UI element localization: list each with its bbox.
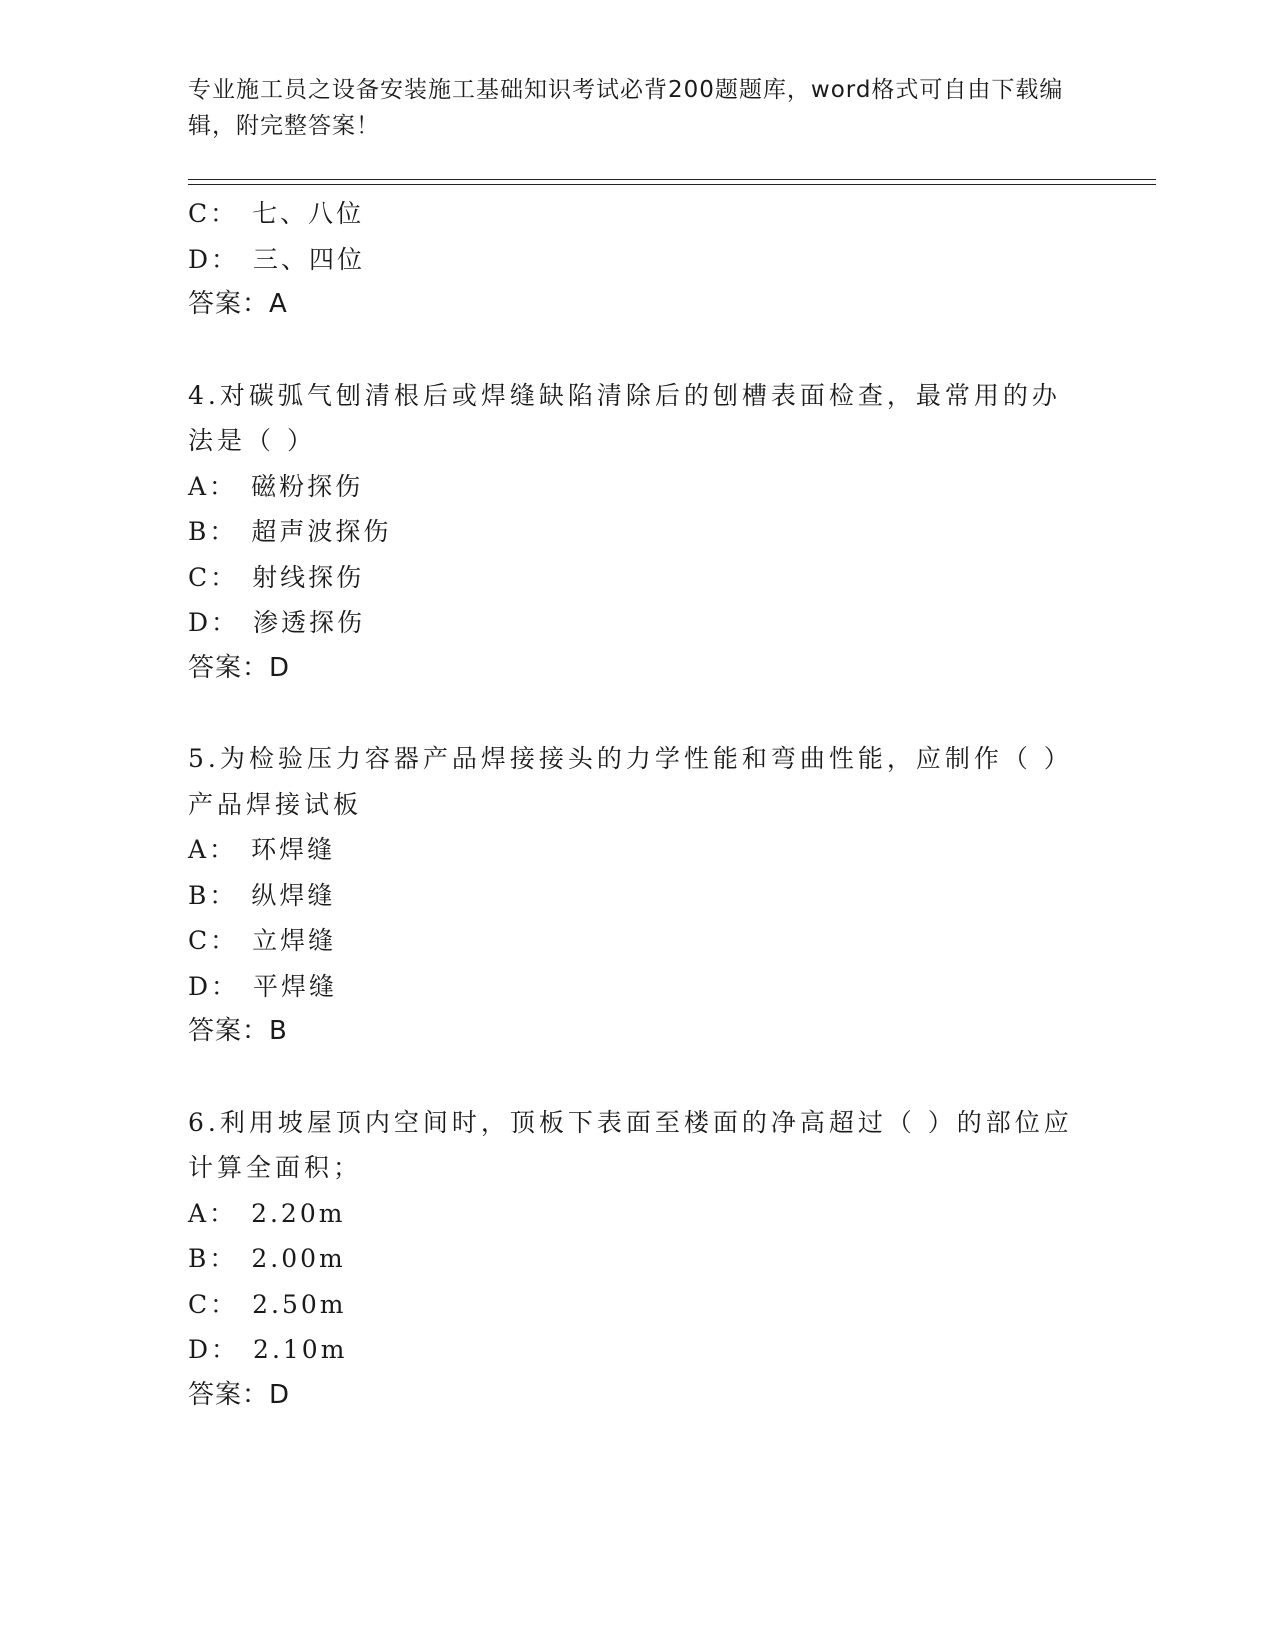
option-text: 超声波探伤 xyxy=(251,517,392,546)
option-text: 立焊缝 xyxy=(252,926,337,955)
option-text: 射线探伤 xyxy=(252,562,365,592)
option-text: 纵焊缝 xyxy=(251,880,336,910)
question-6 xyxy=(188,1100,1088,1419)
option-text: 磁粉探伤 xyxy=(251,471,364,501)
option-key: C： xyxy=(188,562,239,592)
option-c xyxy=(188,1282,1088,1328)
header-divider-top xyxy=(188,179,1156,180)
option-key: C： xyxy=(188,926,239,955)
question-stem: 4.对碳弧气刨清根后或焊缝缺陷清除后的刨槽表面检查，最常用的办法是（ ） xyxy=(188,380,1061,455)
option-d xyxy=(188,964,1088,1010)
option-text: 七、八位 xyxy=(252,199,365,228)
option-d xyxy=(188,1327,1088,1373)
option-text: 2.50m xyxy=(252,1289,347,1319)
option-a xyxy=(188,464,1088,510)
document-header: 专业施工员之设备安装施工基础知识考试必背200题题库，word格式可自由下载编辑，附完整答案！ xyxy=(188,77,1064,139)
option-key: B： xyxy=(188,880,238,910)
option-key: B： xyxy=(188,1244,238,1273)
option-key: A： xyxy=(188,835,238,864)
option-c xyxy=(188,555,1088,601)
question-stem: 5.为检验压力容器产品焊接接头的力学性能和弯曲性能，应制作（ ）产品焊接试板 xyxy=(188,744,1073,819)
option-d xyxy=(188,600,1088,646)
question-stem: 6.利用坡屋顶内空间时，顶板下表面至楼面的净高超过（ ）的部位应计算全面积； xyxy=(188,1107,1073,1182)
option-key: D： xyxy=(188,1335,240,1364)
option-b xyxy=(188,873,1088,919)
answer-line: 答案：B xyxy=(188,1016,288,1046)
option-text: 平焊缝 xyxy=(253,971,338,1001)
question-5 xyxy=(188,736,1088,1055)
answer-line: 答案：A xyxy=(188,289,288,319)
option-b xyxy=(188,509,1088,555)
option-key: C： xyxy=(188,1289,239,1319)
option-key: A： xyxy=(188,1198,238,1228)
header-divider-bottom xyxy=(188,184,1156,185)
answer-line: 答案：D xyxy=(188,1379,291,1410)
option-c xyxy=(188,191,1088,237)
option-text: 2.20m xyxy=(251,1198,346,1228)
option-key: A： xyxy=(188,471,238,501)
option-text: 渗透探伤 xyxy=(253,608,366,637)
question-4 xyxy=(188,373,1088,692)
question-list xyxy=(188,191,1088,1418)
option-text: 环焊缝 xyxy=(251,835,336,864)
option-a xyxy=(188,1191,1088,1237)
option-d xyxy=(188,237,1088,283)
option-key: B： xyxy=(188,517,238,546)
option-c xyxy=(188,918,1088,964)
option-key: D： xyxy=(188,971,240,1001)
option-key: D： xyxy=(188,244,240,274)
option-text: 2.00m xyxy=(251,1244,346,1273)
option-key: D： xyxy=(188,608,240,637)
option-a xyxy=(188,827,1088,873)
answer-line: 答案：D xyxy=(188,652,291,683)
option-text: 2.10m xyxy=(253,1335,348,1364)
previous-question-tail xyxy=(188,191,1088,328)
option-b xyxy=(188,1236,1088,1282)
option-text: 三、四位 xyxy=(253,244,366,274)
option-key: C： xyxy=(188,199,239,228)
